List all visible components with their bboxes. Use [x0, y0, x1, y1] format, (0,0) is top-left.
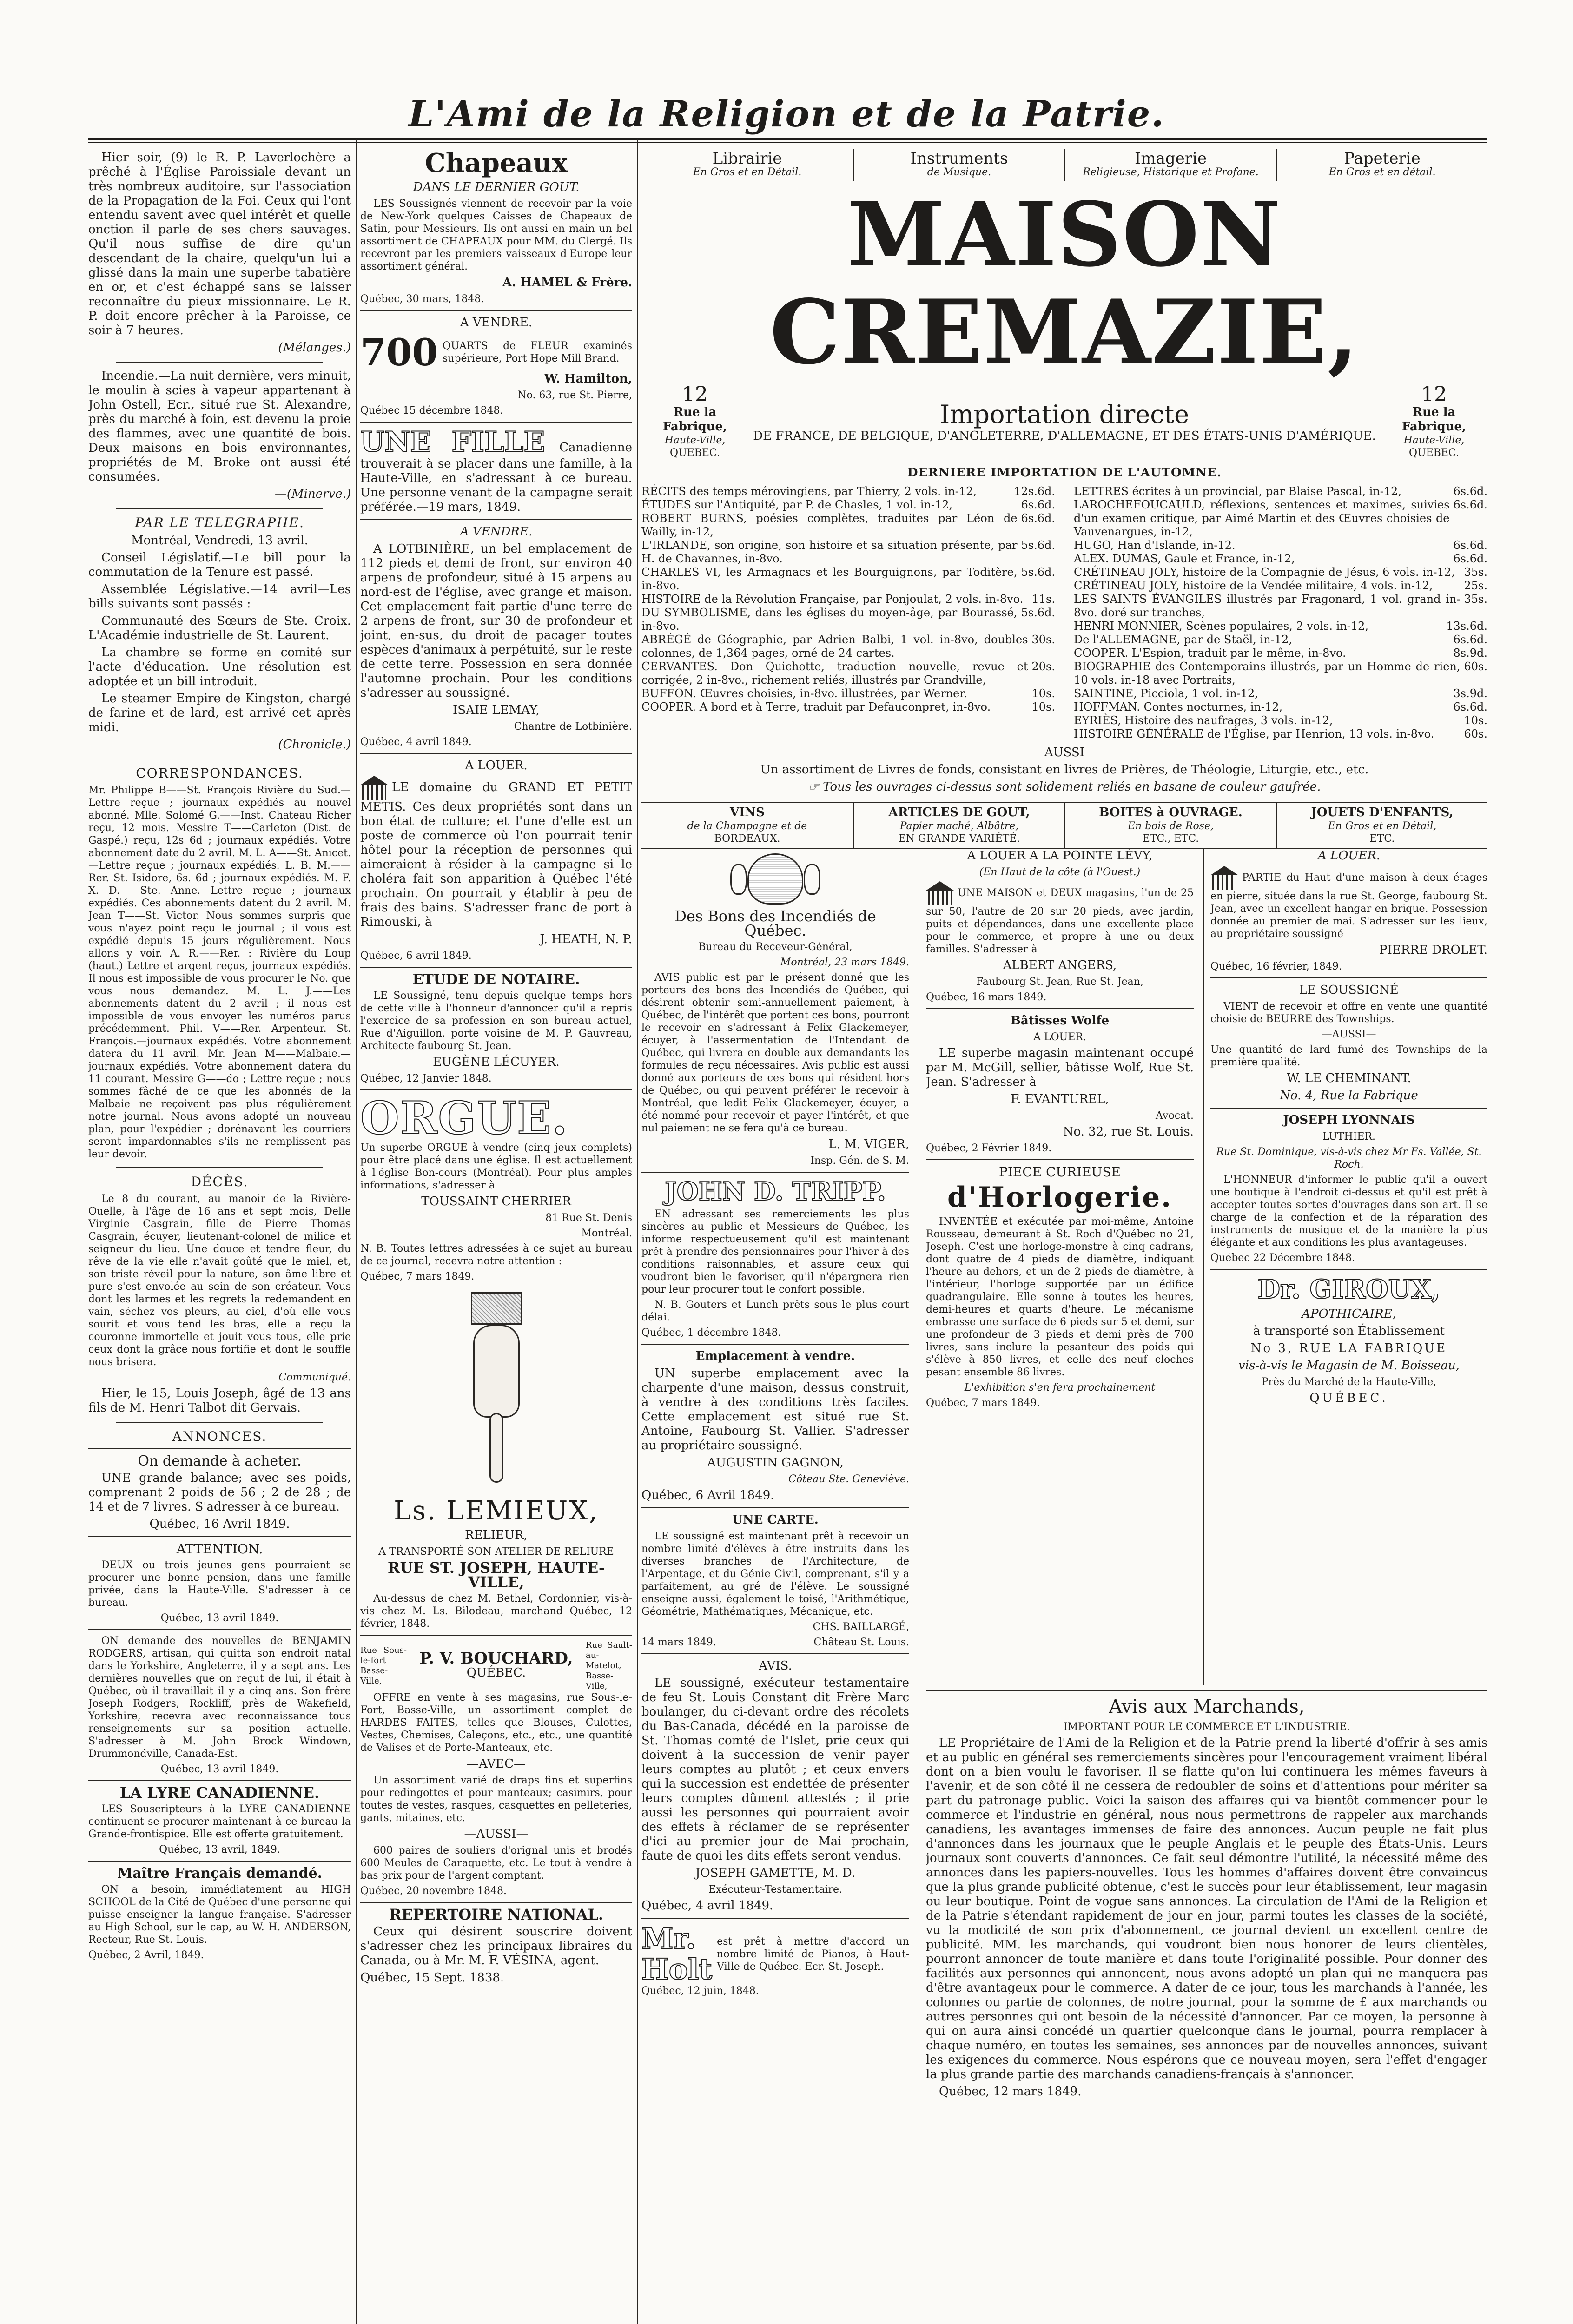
- book-entry: [1074, 552, 1487, 566]
- ad-text: LE soussigné, exécuteur testamentaire de feu St. Louis Constant dit Frère Marc boulanger, du ci-devant ordre des récolets du Bas-Canada, décédé en la paroisse de St. Thomas comté de l'Islet, prie ceux qui doivent à la succession de venir payer leurs comptes au plutôt ; et ceux envers qui la succession est endettée de présenter leurs comptes dûment attestés ; il prie aussi les personnes qui pourraient avoir des effets à réclamer de se représenter d'ici au premier jour de Mai prochain, faute de quoi les dits effets seront vendus.: [641, 1676, 909, 1863]
- ad-heading: Dr. GIROUX,: [1257, 1274, 1441, 1305]
- book-entry: [641, 566, 1055, 593]
- goods-sub: de la Champagne et de: [687, 820, 807, 832]
- ad-text: LES Souscripteurs à la LYRE CANADIENNE continuent se procurer maintenant à ce bureau la Grande-frontispice. Elle est offerte gratuitement.: [88, 1803, 351, 1840]
- ad-text: UNE MAISON et DEUX magasins, l'un de 25 sur 50, l'autre de 20 sur 20 pieds, avec jardin, puits et dépendances, dans une excellente place pour le commerce, et propre à une ou deux familles. S'adresser à: [926, 887, 1194, 955]
- pointing-hand-icon: ☞: [808, 780, 819, 794]
- paragraph: Un assortiment de Livres de fonds, consistant en livres de Prières, de Théologie, Liturgie, etc., etc.: [760, 763, 1369, 777]
- ad-date: Québec, 7 mars 1849.: [926, 1397, 1040, 1409]
- ad-heading: d'Horlogerie.: [947, 1181, 1173, 1214]
- ad-note: L'exhibition s'en fera prochainement: [964, 1382, 1156, 1393]
- street-number: 12: [682, 383, 708, 406]
- goods-sub: BORDEAUX.: [714, 833, 780, 845]
- ad-text: PARTIE du Haut d'une maison à deux étages en pierre, située dans la rue St. George, faubourg St. Jean, avec un excellent hangar en brique. Possession donnée au premier de mai. S'adresser sur les lieux, au propriétaire soussigné: [1210, 872, 1487, 940]
- ad-signature: W. Hamilton,: [544, 372, 632, 386]
- ad-signature: J. HEATH, N. P.: [540, 932, 632, 946]
- ad-address: No. 4, Rue la Fabrique: [1280, 1089, 1418, 1103]
- book-title: ROBERT BURNS, poésies complètes, traduites par Léon de Wailly, in-12,: [641, 512, 1018, 538]
- category-sub: En Gros et en Détail.: [693, 166, 802, 178]
- ad-text: LE domaine du GRAND ET PETIT MÉTIS. Ces deux propriétés sont dans un bon état de culture; et l'une d'elle est un poste de commerce où l'on pourrait tenir hôtel pour la réception de personnes qui aimeraient à résider à la campagne si le choléra fait son apparition à Québec l'été prochain. On pourrait y établir à peu de frais des bains. S'adresser franc de port à Rimouski, à: [360, 776, 632, 930]
- ad-date: Québec, 16 février, 1849.: [1210, 961, 1342, 972]
- book-price: 13s.6d.: [1446, 620, 1487, 633]
- book-title: SAINTINE, Picciola, 1 vol. in-12,: [1074, 687, 1258, 700]
- bouchard-heading: [360, 1640, 632, 1691]
- book-entry: [641, 512, 1055, 539]
- book-price: 6s.6d.: [1021, 498, 1055, 511]
- ad-text: LE Soussigné, tenu depuis quelque temps hors de cette ville à l'honneur d'annoncer qu'il a repris l'exercice de sa profession en son bureau actuel, Rue d'Aiguillon, porte voisine de M. P. Gauvreau, Architecte faubourg St. Jean.: [360, 990, 632, 1052]
- death-notice: Le 8 du courant, au manoir de la Rivière-Ouelle, à l'âge de 16 ans et sept mois, Delle Virginie Casgrain, fille de Pierre Thomas Casgrain, écuyer, lieutenant-colonel de milice et seigneur du lieu. Une douce et tendre fleur, du rêve de la vie elle n'avait goûté que le miel, et, son triste réveil pour la nature, son âme libre et pure s'est envolée au sein de son créateur. Vous dont les larmes et les regrets la redemandent en vain, séchez vos pleurs, au ciel, d'où elle vous sourit et vous tend les bras, elle a reçu la couronne immortelle et jouit vous tous, elle prie ceux dont la grâce nous fortifie et dont le souffle nous brisera.: [88, 1193, 351, 1368]
- ad-text: INVENTÉE et exécutée par moi-même, Antoine Rousseau, demeurant à St. Roch d'Québec no 21, Joseph. C'est une horloge-monstre à cinq cadrans, dont quatre de 4 pieds de diamètre, indiquant l'heure au dehors, et un de 2 pieds de diamètre, à l'intérieur, l'horloge supportée par un édifice quadrangulaire. Elle sonne à toutes les heures, demi-heures et quarts d'heure. Le mécanisme embrasse une surface de 6 pieds sur 5 et demi, sur une profondeur de 3 pieds et demi près de 700 livres, sans inclure la pesanteur des poids qui s'élève à 850 livres, et celle des neuf cloches pesant ensemble 86 livres.: [926, 1216, 1194, 1378]
- category-sub: Religieuse, Historique et Profane.: [1083, 166, 1259, 178]
- house-icon: [926, 881, 954, 905]
- category-bar: [641, 149, 1487, 181]
- notice-subheading: IMPORTANT POUR LE COMMERCE ET L'INDUSTRIE.: [1063, 1721, 1350, 1733]
- section-heading: PAR LE TELEGRAPHE.: [135, 515, 304, 530]
- book-price: 6s.6d.: [1021, 512, 1055, 525]
- book-title: DU SYMBOLISME, dans les églises du moyen-âge, par Bourassé, in-8vo.: [641, 606, 1018, 633]
- book-title: L'IRLANDE, son origine, son histoire et sa situation présente, par H. de Chavannes, in-8vo.: [641, 539, 1018, 565]
- ad-heading: A LOUER.: [465, 759, 528, 772]
- organ-ad: [360, 1092, 632, 1144]
- ad-heading-une-fille: UNE FILLE: [360, 426, 545, 458]
- ad-subheading: APOTHICAIRE,: [1302, 1307, 1396, 1321]
- ad-city: Montréal.: [581, 1228, 632, 1239]
- book-price: 6s.6d.: [1453, 539, 1487, 552]
- flour-ad: [360, 330, 632, 374]
- ad-signature: F. EVANTUREL,: [1011, 1092, 1109, 1106]
- ad-address: No 3, RUE LA FABRIQUE: [1250, 1341, 1447, 1355]
- goods-sub: En Gros et en Détail,: [1328, 820, 1437, 832]
- notice-heading: Avis aux Marchands,: [1109, 1696, 1305, 1717]
- book-entry: [641, 485, 1055, 498]
- book-title: CHARLES VI, les Armagnacs et les Bourguignons, par Toditère, in-8vo.: [641, 566, 1018, 592]
- section-heading: ANNONCES.: [172, 1429, 267, 1444]
- ad-text: QUARTS de FLEUR examinés supérieure, Port Hope Mill Brand.: [443, 340, 632, 364]
- newspaper-title: L'Ami de la Religion et de la Patrie.: [408, 93, 1165, 135]
- sub-column-a: [641, 849, 916, 2290]
- goods-heading: VINS: [730, 805, 765, 819]
- ad-address: No. 32, rue St. Louis.: [1063, 1125, 1194, 1139]
- book-title: LAROCHEFOUCAULD, réflexions, sentences et maximes, suivies d'un examen critique, par Aimé Martin et des Œuvres choisies de Vauvenargues, in-12,: [1074, 498, 1450, 538]
- book-entry: [1074, 700, 1487, 714]
- ad-signature-title: Exécuteur-Testamentaire.: [708, 1884, 842, 1895]
- ad-text: Un assortiment varié de draps fins et superfins pour redingottes et pour manteaux; casimirs, pour toutes de vestes, rasques, casquettes en pelleteries, gants, mitaines, etc.: [360, 1775, 632, 1824]
- ad-date: Québec, 4 avril 1849.: [641, 1899, 773, 1913]
- house-icon: [360, 776, 388, 800]
- ad-signature: TOUSSAINT CHERRIER: [421, 1195, 571, 1208]
- book-price: 12s.6d.: [1014, 485, 1055, 498]
- ad-heading: Emplacement à vendre.: [695, 1349, 855, 1363]
- ad-heading: Mr. Holt: [641, 1921, 713, 1986]
- book-price: 11s.: [1031, 593, 1055, 606]
- category-label: Instruments: [910, 149, 1008, 168]
- source: (Mélanges.): [278, 341, 351, 355]
- ad-text: A LOTBINIÈRE, un bel emplacement de 112 pieds et demi de front, sur environ 40 arpens de profondeur, situé à 15 arpens au nord-est de l'église, avec grange et maison. Cet emplacement fait partie d'une terre de 2 arpens de front, sur 30 de profondeur et joint, en-sus, du droit de pacager toutes espèces d'animaux à perpétuité, sur le reste de cette terre. Possession en sera donnée l'automne prochain. Pour les conditions s'adresser au soussigné.: [360, 542, 632, 700]
- ad-text: est prêt à mettre d'accord un nombre limité de Pianos, à Haut-Ville de Québec. Ecr. St. Joseph.: [717, 1935, 909, 1973]
- ad-text: L'HONNEUR d'informer le public qu'il a ouvert une boutique à l'endroit ci-dessus et qu'il est prêt à accepter toutes sortes d'ouvrages dans son art. Il se charge de la confection et de la réparation des instruments de musique et de la manière la plus élégante et aux conditions les plus avantageuses.: [1210, 1174, 1487, 1248]
- goods-sub: Papier maché, Albâtre,: [899, 820, 1019, 832]
- column-3: [641, 139, 1487, 2324]
- ad-signature: JOSEPH GAMETTE, M. D.: [695, 1866, 856, 1880]
- ad-signature-title: Chantre de Lotbinière.: [514, 721, 632, 733]
- ad-text: LE soussigné est maintenant prêt à recevoir un nombre limité d'élèves à être instruits dans les diverses branches de l'Architecture, de l'Arpentage, et du Génie Civil, comprenant, s'il y a parfaitement, au gré de l'élève. Le soussigné enseigne aussi, également le toisé, l'Arithmétique, Géométrie, Mathématiques, Mécanique, etc.: [641, 1531, 909, 1618]
- book-price: 5s.6d.: [1021, 606, 1055, 619]
- ad-date: Québec, 6 Avril 1849.: [641, 1488, 774, 1502]
- ad-heading: PIECE CURIEUSE: [999, 1164, 1121, 1180]
- dateline: Montréal, Vendredi, 13 avril.: [131, 534, 308, 548]
- ad-subheading: A LOUER.: [1033, 1031, 1086, 1043]
- book-entry: [641, 593, 1055, 606]
- divider-label: —AUSSI—: [1032, 746, 1097, 759]
- book-entry: [1074, 593, 1487, 620]
- book-price: 6s.6d.: [1453, 498, 1487, 511]
- book-price: 5s.6d.: [1021, 566, 1055, 579]
- book-price: 10s.: [1464, 714, 1487, 727]
- book-title: HISTOIRE GÉNÉRALE de l'Église, par Henrion, 13 vols. in-8vo.: [1074, 727, 1434, 740]
- ad-divider-label: —AUSSI—: [1322, 1029, 1376, 1040]
- book-entry: [1074, 498, 1487, 539]
- ad-note: N. B. Toutes lettres adressées à ce sujet au bureau de ce journal, recevra notre attention :: [360, 1243, 632, 1267]
- goods-sub: En bois de Rose,: [1127, 820, 1214, 832]
- ad-heading: A VENDRE.: [460, 525, 533, 539]
- book-price: 25s.: [1464, 579, 1487, 592]
- ad-heading: Bâtisses Wolfe: [1010, 1014, 1110, 1028]
- book-entry: [1074, 620, 1487, 633]
- ad-divider-label: —AUSSI—: [464, 1827, 529, 1841]
- ad-heading: LE SOUSSIGNÉ: [1299, 983, 1399, 997]
- paragraph: Communauté des Sœurs de Ste. Croix. L'Académie industrielle de St. Laurent.: [88, 614, 351, 642]
- ad-text: Canadienne trouverait à se placer dans une famille, à la Haute-Ville, en s'adressant à ce bureau. Une personne venant de la campagne serait préférée.—19 mars, 1849.: [360, 441, 632, 514]
- book-title: HUGO, Han d'Islande, in-12.: [1074, 539, 1236, 552]
- article-fire: Incendie.—La nuit dernière, vers minuit, le moulin à scies à vapeur appartenant à John Ostell, Ecr., situé rue St. Alexandre, près du marché à foin, est devenu la proie des flammes, avec une quantité de bois. Deux maisons en bois environnantes, propriétés de M. Broke ont aussi été consumées.: [88, 369, 351, 484]
- ad-signature: L. M. VIGER,: [828, 1137, 909, 1151]
- ad-date: Québec, 12 juin, 1848.: [641, 1985, 759, 1997]
- book-price: 10s.: [1031, 700, 1055, 713]
- ad-signature-title: Avocat.: [1156, 1110, 1194, 1122]
- notice-date: Québec, 12 mars 1849.: [939, 2085, 1082, 2099]
- ad-text: LE superbe magasin maintenant occupé par M. McGill, sellier, bâtisse Wolf, Rue St. Jean. S'adresser à: [926, 1046, 1194, 1089]
- sub-column-b: [926, 849, 1200, 1685]
- book-entry: [641, 700, 1055, 714]
- ad-heading: Des Bons des Incendiés de Québec.: [674, 907, 876, 939]
- source: —(Minerve.): [274, 487, 351, 501]
- address: Rue la Fabrique,: [1401, 405, 1467, 434]
- book-entry: [641, 633, 1055, 660]
- goods-heading: ARTICLES DE GOUT,: [888, 805, 1030, 819]
- ad-date: Québec, 12 Janvier 1848.: [360, 1073, 492, 1084]
- category-sub: de Musique.: [927, 166, 991, 178]
- source: Communiqué.: [278, 1372, 351, 1383]
- ad-text: UNE grande balance; avec ses poids, comprenant 2 poids de 56 ; 2 de 28 ; de 14 et de 7 livres. S'adresser à ce bureau.: [88, 1471, 351, 1514]
- ad-signature: ALBERT ANGERS,: [1003, 958, 1117, 972]
- paragraph: La chambre se forme en comité sur l'acte d'éducation. Une résolution est adoptée et un bill introduit.: [88, 646, 351, 688]
- ad-signature: AUGUSTIN GAGNON,: [707, 1456, 844, 1470]
- book-title: COOPER. A bord et à Terre, traduit par Defauconpret, in-8vo.: [641, 700, 991, 713]
- goods-heading: JOUETS D'ENFANTS,: [1311, 805, 1454, 819]
- book-title: COOPER. L'Espion, traduit par le même, in-8vo.: [1074, 647, 1346, 660]
- house-icon: [1210, 866, 1238, 890]
- book-price: 60s.: [1464, 660, 1487, 673]
- goods-sub: EN GRANDE VARIÉTÉ.: [898, 833, 1020, 845]
- book-entry: [641, 606, 1055, 633]
- book-price: 35s.: [1464, 593, 1487, 606]
- book-entry: [1074, 647, 1487, 660]
- category-label: Imagerie: [1134, 149, 1207, 168]
- ad-text: Ceux qui désirent souscrire doivent s'adresser chez les principaux libraires du Canada, ou à Mr. M. F. VÉSINA, agent.: [360, 1925, 632, 1967]
- book-entry: [641, 687, 1055, 700]
- book-title: HOFFMAN. Contes nocturnes, in-12,: [1074, 700, 1283, 713]
- ad-heading: A LOUER A LA POINTE LÉVY,: [967, 849, 1153, 863]
- ad-text: DEUX ou trois jeunes gens pourraient se procurer une bonne pension, dans une famille privée, dans la Haute-Ville. S'adresser à ce bureau.: [88, 1559, 351, 1609]
- ad-signature: A. HAMEL & Frère.: [502, 276, 632, 290]
- book-price: 3s.9d.: [1453, 687, 1487, 700]
- goods-bar: [641, 802, 1487, 849]
- paragraph: Le steamer Empire de Kingston, chargé de farine et de lard, est arrivé cet après midi.: [88, 692, 351, 734]
- ad-heading: Maître Français demandé.: [117, 1865, 323, 1882]
- ad-text: AVIS public est par le présent donné que les porteurs des bons des Incendiés de Québec, qui désirent obtenir semi-annuellement paiement, à Québec, de l'intérêt que portent ces bons, pourront le recevoir en s'adressant à Felix Glackemeyer, écuyer, à l'assermentation de l'Intendant de Québec, qui livrera en double aux demandants les formules de reçu nécessaires. Avis public est aussi donné aux porteurs de ces bons qui résident hors de Québec, ou qui peuvent préférer le recevoir à Montréal, que ledit Felix Glackemeyer, écuyer, a été nommé pour recevoir et payer l'intérêt, et que nul paiement ne se fera qu'à ce bureau.: [641, 972, 909, 1134]
- book-entry: [1074, 485, 1487, 498]
- ad-signature-title: Côteau Ste. Geneviève.: [788, 1473, 909, 1485]
- book-price: 6s.6d.: [1453, 552, 1487, 565]
- ad-date: Québec, 30 mars, 1848.: [360, 293, 484, 305]
- book-price: 35s.: [1464, 566, 1487, 579]
- book-price: 6s.6d.: [1453, 485, 1487, 498]
- ad-heading: P. V. BOUCHARD,: [419, 1649, 573, 1668]
- book-entry: [1074, 727, 1487, 741]
- book-title: EYRIÈS, Histoire des naufrages, 3 vols. in-12,: [1074, 714, 1333, 727]
- pointing-hand-icon: [457, 1292, 536, 1487]
- ad-heading: UNE CARTE.: [732, 1513, 819, 1527]
- book-title: LETTRES écrites à un provincial, par Blaise Pascal, in-12,: [1074, 485, 1401, 498]
- ad-address: 81 Rue St. Denis: [545, 1212, 632, 1224]
- book-title: HISTOIRE de la Révolution Française, par Ponjoulat, 2 vols. in-8vo.: [641, 593, 1024, 606]
- ad-text: Au-dessus de chez M. Bethel, Cordonnier, vis-à-vis chez M. Ls. Bilodeau, marchand Québec, 12 février, 1848.: [360, 1593, 632, 1630]
- book-title: BIOGRAPHIE des Contemporains illustrés, par un Homme de rien, 10 vols. in-18 avec Portraits,: [1074, 660, 1461, 687]
- ad-text: EN adressant ses remerciements les plus sincères au public et Messieurs de Québec, les informe respectueusement qu'il est maintenant prêt à prendre des pensionnaires pour l'hiver à des conditions raisonnables, et assure ceux qui voudront bien le favoriser, qu'il n'épargnera rien pour leur procurer tout le confort possible.: [641, 1208, 909, 1295]
- masthead: [0, 0, 1573, 139]
- book-title: BUFFON. Œuvres choisies, in-8vo. illustrées, par Werner.: [641, 687, 967, 700]
- address: QUEBEC.: [1409, 447, 1459, 459]
- ad-signature: CHS. BAILLARGÉ,: [813, 1621, 909, 1633]
- goods-heading: BOITES à OUVRAGE.: [1099, 805, 1243, 819]
- ad-divider-label: —AVEC—: [466, 1757, 526, 1771]
- column-1: [88, 139, 351, 2324]
- ad-text: Une quantité de lard fumé des Townships de la première qualité.: [1210, 1044, 1487, 1068]
- royal-arms-emblem: [747, 853, 803, 905]
- ad-address: Près du Marché de la Haute-Ville,: [1261, 1376, 1437, 1388]
- death-notice: Hier, le 15, Louis Joseph, âgé de 13 ans fils de M. Henri Talbot dit Gervais.: [88, 1386, 351, 1415]
- book-list-right: [1074, 485, 1487, 741]
- book-title: De l'ALLEMAGNE, par de Staël, in-12,: [1074, 633, 1292, 646]
- ad-text: [360, 427, 632, 515]
- category-label: Librairie: [712, 149, 782, 168]
- ad-city: QUÉBEC.: [1309, 1391, 1388, 1405]
- import-heading: Importation directe: [939, 399, 1190, 429]
- ad-signature-title: Insp. Gén. de S. M.: [810, 1155, 909, 1167]
- ad-signature: W. LE CHEMINANT.: [1287, 1071, 1411, 1085]
- book-price: 60s.: [1464, 727, 1487, 740]
- ad-signature: PIERRE DROLET.: [1379, 943, 1487, 957]
- ad-date: Québec, 13 avril, 1849.: [159, 1844, 280, 1855]
- sub-column-c: [1210, 849, 1487, 1685]
- book-entry: [641, 539, 1055, 566]
- ad-subheading: RELIEUR,: [465, 1528, 528, 1542]
- ad-city: QUÉBEC.: [466, 1666, 526, 1680]
- address: QUEBEC.: [670, 447, 720, 459]
- ad-heading: Chapeaux: [425, 148, 568, 178]
- ad-date: 14 mars 1849.: [641, 1637, 716, 1648]
- book-title: CRÉTINEAU JOLY, histoire de la Compagnie de Jésus, 6 vols. in-12,: [1074, 566, 1455, 579]
- ad-address: Rue Sous-le-fort Basse-Ville,: [360, 1645, 407, 1686]
- ad-date: Québec, 15 Sept. 1838.: [360, 1971, 504, 1985]
- book-title: LES SAINTS ÉVANGILES illustrés par Fragonard, 1 vol. grand in-8vo. doré sur tranches,: [1074, 593, 1461, 619]
- street-number: 12: [1421, 383, 1447, 406]
- book-entry: [641, 660, 1055, 687]
- ad-date: Québec, 6 avril 1849.: [360, 950, 472, 962]
- book-title: CRÉTINEAU JOLY, histoire de la Vendée militaire, 4 vols. in-12,: [1074, 579, 1433, 592]
- paragraph: ☞ Tous les ouvrages ci-dessus sont solidement reliés en basane de couleur gaufrée.: [808, 780, 1321, 794]
- ad-date: Québec, 1 décembre 1848.: [641, 1327, 781, 1339]
- ad-heading: REPERTOIRE NATIONAL.: [389, 1906, 603, 1923]
- paragraph: Conseil Législatif.—Le bill pour la commutation de la Tenure est passé.: [88, 551, 351, 579]
- ad-heading: A LOUER.: [1317, 849, 1381, 863]
- ad-text: LES Soussignés viennent de recevoir par la voie de New-York quelques Caisses de Chapeaux de Satin, pour Messieurs. Ils ont aussi en main un bel assortiment de CHAPEAUX pour MM. du Clergé. Ils recevront par les premiers vaisseaux d'Europe leur assortiment général.: [360, 198, 632, 272]
- address: Haute-Ville,: [664, 435, 726, 446]
- import-subheading: DE FRANCE, DE BELGIQUE, D'ANGLETERRE, D'ALLEMAGNE, ET DES ÉTATS-UNIS D'AMÉRIQUE.: [753, 429, 1376, 443]
- ad-subheading: LUTHIER.: [1322, 1131, 1376, 1142]
- ad-heading: LA LYRE CANADIENNE.: [119, 1784, 320, 1802]
- ad-text: VIENT de recevoir et offre en vente une quantité choisie de BEURRE des Townships.: [1210, 1001, 1487, 1025]
- dateline: Montréal, 23 mars 1849.: [780, 957, 909, 968]
- goods-sub: ETC.: [1369, 833, 1395, 845]
- ad-text: Un superbe ORGUE à vendre (cinq jeux complets) pour être placé dans une église. Il est actuellement à l'église Bon-cours (Montréal). Pour plus amples informations, s'adresser à: [360, 1142, 632, 1191]
- ad-text: OFFRE en vente à ses magasins, rue Sous-le-Fort, Basse-Ville, un assortiment complet de HARDES FAITES, telles que Blouses, Culottes, Vestes, Chemises, Caleçons, etc., etc., une quantité de Valises et de Porte-Manteaux, etc.: [360, 1692, 632, 1754]
- ad-subheading: (En Haut de la côte (à l'Ouest.): [979, 866, 1141, 878]
- book-title: CERVANTES. Don Quichotte, traduction nouvelle, revue et corrigée, 2 in-8vo., richement reliés, illustrés par Grandville,: [641, 660, 1028, 687]
- address: Haute-Ville,: [1403, 435, 1465, 446]
- address: Rue la Fabrique,: [662, 405, 727, 434]
- ad-date: Québec, 13 avril 1849.: [160, 1612, 279, 1624]
- book-price: 5s.6d.: [1021, 539, 1055, 552]
- book-title: HENRI MONNIER, Scènes populaires, 2 vols. in-12,: [1074, 620, 1369, 633]
- book-entry: [1074, 633, 1487, 647]
- book-entry: [1074, 539, 1487, 552]
- book-price: 6s.6d.: [1453, 633, 1487, 646]
- paragraph: Assemblée Législative.—14 avril—Les bills suivants sont passés :: [88, 582, 351, 611]
- book-price: 6s.6d.: [1453, 700, 1487, 713]
- ad-heading: JOSEPH LYONNAIS: [1283, 1113, 1415, 1127]
- book-title: ÉTUDES sur l'Antiquité, par P. de Chasles, 1 vol. in-12,: [641, 498, 953, 511]
- ad-heading-orgue: ORGUE.: [360, 1092, 568, 1144]
- ad-date: Québec, 7 mars 1849.: [360, 1271, 475, 1282]
- column-2: [360, 139, 632, 2324]
- ad-address: Rue Sault-au-Matelot, Basse-Ville,: [586, 1640, 632, 1691]
- ad-date: Québec, 16 mars 1849.: [926, 991, 1047, 1003]
- correspondence-text: Mr. Philippe B——St. François Rivière du Sud.—Lettre reçue ; journaux expédiés au nouvel abonné. Mlle. Solomé G.——Inst. Chateau Richer reçu, 12 mois. Messire T——Carleton (Dist. de Gaspé.) reçu, 12s 6d ; journaux expédiés. Votre abonnement date du 2 avril. M. L. A——St. Anicet.—Lettre reçue ; journaux expédiés. L. B. M.——Rer. St. Isidore, 6s. 6d ; journaux expédiés. M. F. X. D.——Ste. Anne.—Lettre reçue ; journaux expédiés. Ces abonnements datent du 2 avril. M. Jean T——St. Victor. Nous sommes surpris que vous n'ayez point reçu le journal ; il vous est expédié depuis 15 jours régulièrement. Nous allons y voir. A. R.——Rer. : Rivière du Loup (haut.) Lettre et argent reçus, journaux expédiés. Il nous est impossible de vous procurer le No. que vous nous demandez. M. L. J.——Les abonnements datent du 2 avril ; il nous est impossible de vous envoyer les numéros parus précédemment. Phil. V——Rer. Arpenteur. St. François.—journaux expédiés. Votre abonnement datera du 11 avril. Mr. Jean M——Malbaie.—journaux expédiés. Votre abonnement datera du 11 courant. Messire G——do ; Lettre reçue ; nous sommes fâché de ce que les abonnés de la Malbaie ne reçoivent pas plus régulièrement notre journal. Nous avons adopté un nouveau plan, pour l'expédier ; dorénavant les courriers seront impardonnables s'ils ne remplissent pas leur devoir.: [88, 785, 351, 1160]
- goods-sub: ETC., ETC.: [1142, 833, 1199, 845]
- column-divider: [637, 139, 638, 2324]
- book-entry: [1074, 579, 1487, 593]
- ad-heading: A VENDRE.: [460, 316, 533, 330]
- ad-date: Québec, 2 Février 1849.: [926, 1142, 1052, 1154]
- ad-subheading: DANS LE DERNIER GOUT.: [413, 180, 580, 194]
- ad-date: Québec 22 Décembre 1848.: [1210, 1252, 1355, 1264]
- category-sub: En Gros et en détail.: [1328, 166, 1436, 178]
- ad-address: vis-à-vis le Magasin de M. Boisseau,: [1238, 1359, 1460, 1373]
- book-price: 10s.: [1031, 687, 1055, 700]
- category-label: Papeterie: [1344, 149, 1421, 168]
- ad-address: RUE ST. JOSEPH, HAUTE-VILLE,: [387, 1559, 605, 1591]
- ad-subheading: Bureau du Receveur-Général,: [698, 941, 853, 953]
- book-price: 20s.: [1031, 660, 1055, 673]
- ad-date: Québec, 20 novembre 1848.: [360, 1885, 507, 1897]
- book-price: 30s.: [1031, 633, 1055, 646]
- ad-text: ON demande des nouvelles de BENJAMIN RODGERS, artisan, qui quitta son endroit natal dans le Yorkshire, Angleterre, il y a sept ans. Les dernières nouvelles que on reçut de lui, il était à Québec, où il travaillait il y a cinq ans. Son frère Joseph Rodgers, Rockliff, près de Wakefield, Yorkshire, recevra avec reconnaissance tous renseignements sur sa position actuelle. S'adresser à M. John Brock Windown, Drummondville, Canada-Est.: [88, 1635, 351, 1760]
- ad-note: N. B. Gouters et Lunch prêts sous le plus court délai.: [641, 1299, 909, 1323]
- lower-ads: [641, 849, 1487, 2290]
- ad-heading: JOHN D. TRIPP.: [665, 1176, 886, 1206]
- ad-signature: ISAIE LEMAY,: [452, 703, 540, 717]
- section-heading: DERNIERE IMPORTATION DE L'AUTOMNE.: [907, 466, 1222, 480]
- book-title: RÉCITS des temps mérovingiens, par Thierry, 2 vols. in-12,: [641, 485, 977, 498]
- book-entry: [1074, 660, 1487, 687]
- ad-subheading: A TRANSPORTÉ SON ATELIER DE RELIURE: [378, 1546, 614, 1558]
- import-header: [641, 384, 1487, 459]
- source: (Chronicle.): [278, 738, 351, 752]
- book-entry: [1074, 687, 1487, 700]
- ad-address: Faubourg St. Jean, Rue St. Jean,: [976, 976, 1143, 988]
- ad-heading: Ls. LEMIEUX,: [394, 1496, 599, 1526]
- book-title: ABRÉGÉ de Géographie, par Adrien Balbi, 1 vol. in-8vo, doubles colonnes, de 1,364 pages, orné de 24 cartes.: [641, 633, 1028, 660]
- ad-address: No. 63, rue St. Pierre,: [517, 390, 632, 401]
- ad-text: ON a besoin, immédiatement au HIGH SCHOOL de la Cité de Québec d'une personne qui puisse enseigner la langue française. S'adresser au High School, sur le cap, au W. H. ANDERSON, Recteur, Rue St. Louis.: [88, 1884, 351, 1946]
- maison-cremazie-title: MAISON CREMAZIE,: [769, 183, 1360, 384]
- book-title: ALEX. DUMAS, Gaule et France, in-12,: [1074, 552, 1295, 565]
- book-list: [641, 485, 1487, 741]
- ad-text: 600 paires de souliers d'orignal unis et brodés 600 Meules de Caraquette, etc. Le tout à vendre à bas prix pour de l'argent comptant.: [360, 1845, 632, 1882]
- ad-heading: ETUDE DE NOTAIRE.: [412, 971, 580, 988]
- ad-heading: On demande à acheter.: [138, 1453, 302, 1469]
- section-heading: CORRESPONDANCES.: [136, 766, 304, 781]
- book-entry: [1074, 714, 1487, 727]
- ad-text: à transporté son Établissement: [1253, 1324, 1445, 1338]
- ad-signature: EUGÈNE LÉCUYER.: [433, 1055, 560, 1069]
- book-list-left: [641, 485, 1055, 741]
- notice-text: LE Propriétaire de l'Ami de la Religion et de la Patrie prend la liberté d'offrir à ses amis et au public en général ses remerciements sincères pour l'encouragement vraiment libéral dont on a bien voulu le favoriser. Il se flatte qu'on lui continuera les mêmes faveurs à l'avenir, et de son côté il ne cessera de redoubler de soins et d'attentions pour mériter sa part du patronage public. Voici la saison des affaires qui va bientôt commencer pour le commerce et l'industrie en général, nous nous permettrons de rappeler aux marchands canadiens, les avantages immenses de faire des annonces. Aucun peuple ne fait plus d'annonces dans les journaux que le peuple Anglais et le peuple des États-Unis. Leurs journaux sont couverts d'annonces. Ce fait seul démontre l'utilité, la nécessité même des annonces dans les papiers-nouvelles. Tous les hommes d'affaires doivent être convaincus que la plus grande publicité obtenue, c'est le succès pour leur établissement, leur magasin ou leur boutique. Point de vogue sans annonces. La circulation de l'Ami de la Religion et de la Patrie s'étendant rapidement de jour en jour, parmi toutes les classes de la société, vu la modicité de son prix d'abonnement, ce journal devient un excellent centre de publicité. MM. les marchands, qui voudront bien nous honorer de leurs clientèles, pourront annoncer de toute manière et dans toute l'originalité possible. Pour donner des facilités aux personnes qui annoncent, nous avons adopté un plan qui ne manquera pas d'être avantageux pour le commerce. A dater de ce jour, tous les marchands à l'année, les colonnes ou partie de colonnes, de notre journal, pour la somme de £ aux marchands ou autres personnes qui ont besoin de la nécessité d'annoncer. Par ce moyen, la personne à qui on aura ainsi concédé un quartier quelconque dans le journal, pourra remplacer à chaque numéro, en toutes les semaines, ses annonces par de nouvelles annonces, suivant les exigences du commerce. Nous espérons que ce nouveau moyen, sera l'effet d'engager la plus grande partie des marchands canadiens-français à s'annoncer.: [926, 1736, 1487, 2081]
- ad-date: Québec, 4 avril 1849.: [360, 736, 472, 748]
- book-entry: [641, 498, 1055, 512]
- merchants-notice: [926, 1690, 1487, 2290]
- ad-heading: ATTENTION.: [176, 1541, 263, 1557]
- ad-address: Rue St. Dominique, vis-à-vis chez Mr Fs. Vallée, St. Roch.: [1216, 1146, 1482, 1170]
- ad-heading: AVIS.: [759, 1659, 792, 1673]
- ad-date: Québec, 16 Avril 1849.: [149, 1517, 290, 1531]
- ad-place: Château St. Louis.: [813, 1637, 909, 1648]
- ad-date: Québec 15 décembre 1848.: [360, 405, 503, 416]
- article-sermon: Hier soir, (9) le R. P. Laverlochère a prêché à l'Église Paroissiale devant un très nombreux auditoire, sur l'association de la Propagation de la Foi. Ceux qui l'ont entendu savent avec quel intérêt et quelle onction il parle de ses chers sauvages. Qu'il nous suffise de dire qu'un descendant de la chaire, quelqu'un lui a glissé dans la main une superbe tabatière en or, et c'est échappé sans se laisser reconnaître du pieux missionnaire. Le R. P. doit encore prêcher à la Paroisse, ce soir à 7 heures.: [88, 151, 351, 337]
- ad-date: Québec, 2 Avril, 1849.: [88, 1949, 204, 1961]
- ad-date: Québec, 13 avril 1849.: [160, 1763, 279, 1775]
- book-entry: [1074, 566, 1487, 579]
- flour-quantity: 700: [360, 330, 438, 374]
- section-heading: DÉCÈS.: [191, 1174, 249, 1189]
- ad-text: UN superbe emplacement avec la charpente d'une maison, dessus construit, à vendre à des conditions très faciles. Cette emplacement est situé rue St. Antoine, Faubourg St. Vallier. S'adresser au propriétaire soussigné.: [641, 1367, 909, 1452]
- book-price: 8s.9d.: [1453, 647, 1487, 660]
- column-divider: [356, 139, 357, 2324]
